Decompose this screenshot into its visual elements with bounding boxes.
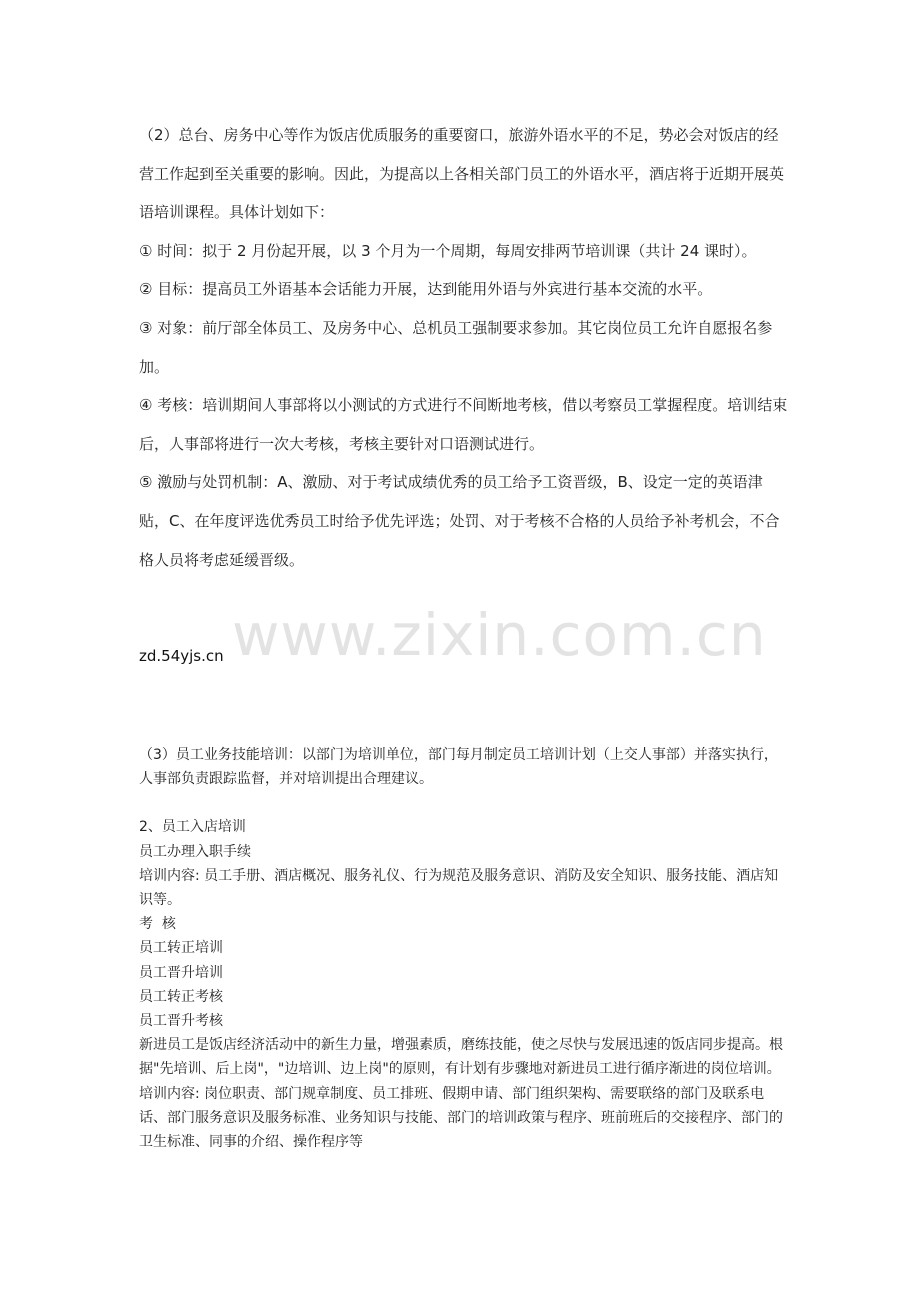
line-regular-assessment: 员工转正考核 xyxy=(139,988,223,1005)
line-regular-training: 员工转正培训 xyxy=(139,940,223,957)
line-promotion-assessment: 员工晋升考核 xyxy=(139,1013,223,1030)
paragraph-assessment: ④ 考核：培训期间人事部将以小测试的方式进行不间断地考核，借以考察员工掌握程度。培训结束后，人事部将进行一次大考核，考核主要针对口语测试进行。 xyxy=(139,396,788,453)
paragraph-target: ③ 对象：前厅部全体员工、及房务中心、总机员工强制要求参加。其它岗位员工允许自愿报名参加。 xyxy=(139,318,773,376)
paragraph-skill-training: （3）员工业务技能培训：以部门为培训单位，部门每月制定员工培训计划（上交人事部）并落实执行，人事部负责跟踪监督，并对培训提出合理建议。 xyxy=(139,747,778,788)
line-promotion-training: 员工晋升培训 xyxy=(139,964,223,981)
staff-training-section xyxy=(139,743,789,1154)
paragraph-goal: ② 目标：提高员工外语基本会话能力开展，达到能用外语与外宾进行基本交流的水平。 xyxy=(139,280,713,299)
paragraph-incentive: ⑤ 激励与处罚机制：A、激励、对于考试成绩优秀的员工给予工资晋级，B、设定一定的英语津贴，C、在年度评选优秀员工时给予优先评选；处罚、对于考核不合格的人员给予补考机会，不合格人员将考虑延缓晋级。 xyxy=(139,473,780,569)
training-content-2: 培训内容: 岗位职责、部门规章制度、员工排班、假期申请、部门组织架构、需要联络的部门及联系电话、部门服务意识及服务标准、业务知识与技能、部门的培训政策与程序、班前班后的交接程序、部门的卫生标准、同事的介绍、操作程序等 xyxy=(139,1085,783,1151)
paragraph-time: ① 时间：拟于 2 月份起开展，以 3 个月为一个周期，每周安排两节培训课（共计 24 课时）。 xyxy=(139,241,757,260)
line-assessment: 考 核 xyxy=(139,916,176,933)
english-training-plan xyxy=(139,116,789,579)
training-content-1: 培训内容: 员工手册、酒店概况、服务礼仪、行为规范及服务意识、消防及安全知识、服务技能、酒店知识等。 xyxy=(139,867,779,909)
section-heading: 2、员工入店培训 xyxy=(139,819,246,836)
spacer xyxy=(139,791,789,815)
watermark: www.zixin.com.cn xyxy=(232,601,767,669)
paragraph-new-staff: 新进员工是饭店经济活动中的新生力量，增强素质，磨练技能，使之尽快与发展迅速的饭店同步提高。根据"先培训、后上岗"，"边培训、边上岗"的原则，有计划有步骤地对新进员工进行循序渐进的岗位培训。 xyxy=(139,1037,783,1078)
line-onboarding: 员工办理入职手续 xyxy=(139,843,251,860)
site-label: zd.54yjs.cn xyxy=(139,647,224,665)
paragraph-intro: （2）总台、房务中心等作为饭店优质服务的重要窗口，旅游外语水平的不足，势必会对饭店的经营工作起到至关重要的影响。因此，为提高以上各相关部门员工的外语水平，酒店将于近期开展英语培训课程。具体计划如下： xyxy=(139,126,785,222)
